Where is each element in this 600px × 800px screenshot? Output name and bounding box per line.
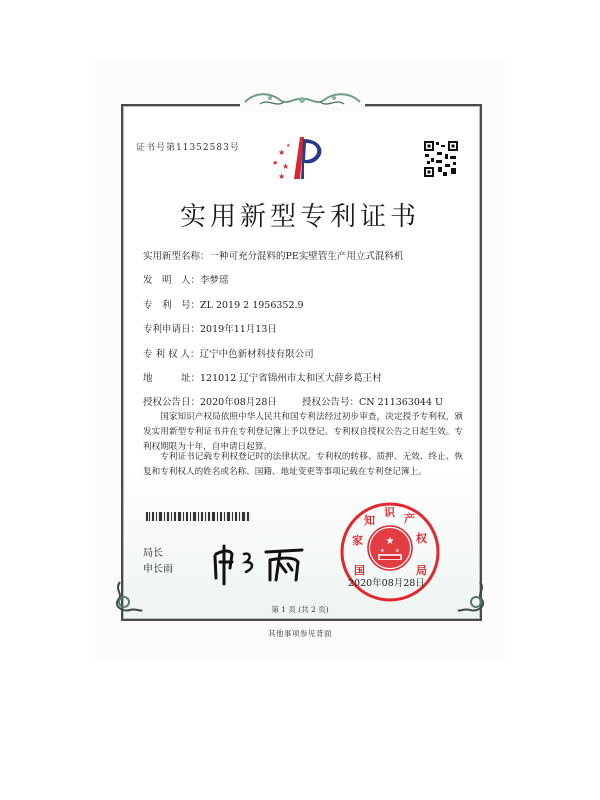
field-value: 2020年08月28日: [200, 397, 277, 408]
svg-text:★: ★: [278, 148, 286, 157]
page-number: 第 1 页 (共 2 页): [271, 605, 329, 614]
svg-text:产: 产: [404, 512, 415, 525]
svg-text:★: ★: [395, 548, 400, 554]
field-value: 121012 辽宁省锦州市太和区大薛乡葛王村: [200, 373, 382, 384]
svg-text:★: ★: [282, 162, 290, 171]
barcode-icon: [145, 512, 251, 521]
field-inventor: [143, 272, 229, 286]
statement-paragraph: 专利证书记载专利权登记时的法律状况。专利权的转移、质押、无效、终止、恢复和专利权人的姓名或名称、国籍、地址变更等事项记载在专利登记簿上。: [143, 452, 463, 477]
qr-code-icon[interactable]: [423, 140, 459, 178]
field-label: 发 明 人：: [143, 275, 201, 286]
field-patent-number: [143, 297, 304, 311]
svg-text:★: ★: [380, 548, 385, 554]
field-grant-announcement-date: [143, 394, 277, 408]
field-value: 李梦瑶: [200, 275, 229, 286]
field-utility-model-name: [143, 248, 403, 262]
field-label: 地 址：: [143, 373, 201, 384]
field-patentee: [143, 346, 314, 360]
field-address: [143, 370, 382, 384]
field-label: 授权公告号：: [302, 397, 360, 408]
signatory-name: 申长雨: [143, 564, 173, 575]
svg-text:家: 家: [352, 534, 363, 547]
field-grant-announcement-number: [302, 394, 443, 408]
field-value: 2019年11月13日: [200, 324, 277, 335]
certificate-title: 实用新型专利证书: [179, 202, 420, 232]
signatory-title: 局长: [143, 548, 163, 559]
certificate-number: 证书号第11352583号: [136, 143, 240, 153]
back-note: 其他事项参见背面: [268, 629, 332, 638]
field-label: 专 利 号：: [143, 300, 201, 311]
top-ornament-icon: [240, 88, 365, 112]
svg-text:局: 局: [416, 564, 427, 577]
field-value: ZL 2019 2 1956352.9: [200, 300, 304, 311]
svg-text:★: ★: [385, 536, 395, 547]
field-value: 辽宁中色新材科技有限公司: [199, 349, 314, 360]
field-label: 专利申请日：: [143, 324, 201, 335]
statement-paragraph: 国家知识产权局依照中华人民共和国专利法经过初步审查，决定授予专利权，颁发实用新型专利证书并在专利登记簿上予以登记。专利权自授权公告之日起生效。专利权期限为十年，自申请日起算。: [143, 412, 463, 452]
svg-text:权: 权: [416, 532, 427, 545]
field-label: 实用新型名称：: [143, 251, 210, 262]
svg-text:★: ★: [272, 159, 279, 167]
field-label: 授权公告日：: [143, 397, 201, 408]
handwritten-signature-icon: [210, 536, 310, 586]
svg-text:知: 知: [364, 514, 375, 527]
field-value: 一种可充分混料的PE实壁管生产用立式混料机: [209, 251, 404, 262]
svg-text:国: 国: [354, 564, 365, 577]
seal-date: 2020年08月28日: [348, 578, 425, 589]
svg-text:★: ★: [286, 143, 291, 149]
cnipa-logo-icon: [270, 133, 330, 183]
svg-text:★: ★: [278, 172, 286, 181]
svg-text:识: 识: [384, 506, 395, 519]
field-value: CN 211363044 U: [359, 397, 444, 408]
field-application-date: [143, 321, 277, 335]
field-label: 专 利 权 人：: [143, 349, 200, 360]
